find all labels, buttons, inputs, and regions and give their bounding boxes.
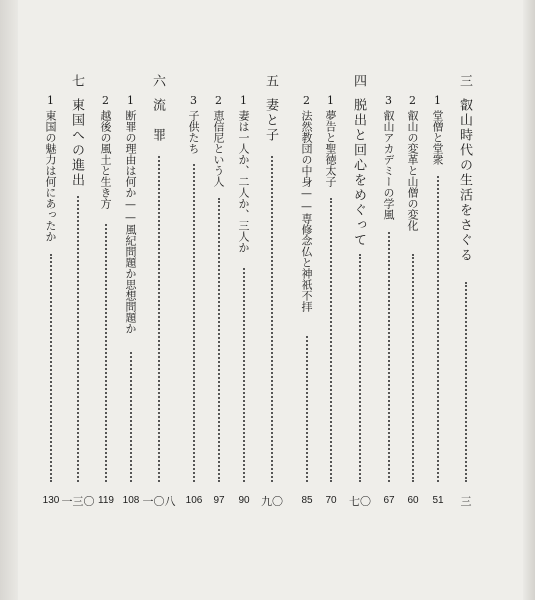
ch3-sec1-page: 51	[432, 495, 444, 506]
page-edge-right	[523, 0, 535, 600]
ch3-sec1-number: 1	[431, 94, 444, 108]
ch6-sec2-page: 119	[98, 495, 114, 506]
ch6-sec2-number: 2	[99, 94, 112, 108]
chapter-6-leader-dots	[158, 156, 160, 482]
ch5-sec3-number: 3	[187, 94, 200, 108]
ch3-sec3-page: 67	[383, 495, 395, 506]
ch6-sec2-leader-dots	[105, 224, 107, 482]
ch5-sec1-leader-dots	[243, 268, 245, 482]
ch3-sec2-leader-dots	[412, 254, 414, 482]
chapter-5-page: 九〇	[261, 495, 283, 508]
ch6-sec2-title: 越後の風土と生き方	[99, 110, 112, 209]
ch5-sec3-page: 106	[185, 495, 203, 506]
ch6-sec1-leader-dots	[130, 352, 132, 482]
ch4-sec2-leader-dots	[306, 336, 308, 482]
ch4-sec2-number: 2	[300, 94, 313, 108]
ch4-sec2-page: 85	[301, 495, 313, 506]
chapter-4-title: 脱出と回心をめぐって	[351, 98, 366, 248]
ch3-sec3-leader-dots	[388, 232, 390, 482]
ch4-sec1-page: 70	[325, 495, 337, 506]
page-edge-left	[0, 0, 18, 600]
ch5-sec1-number: 1	[237, 94, 250, 108]
ch6-sec1-title: 断罪の理由は何か——風紀問題か思想問題か	[124, 110, 137, 334]
ch7-sec1-title: 東国の魅力は何にあったか	[44, 110, 57, 242]
ch3-sec3-number: 3	[382, 94, 395, 108]
ch5-sec2-leader-dots	[218, 198, 220, 482]
ch4-sec1-title: 夢告と聖徳太子	[324, 110, 337, 187]
ch3-sec2-title: 叡山の変革と山僧の変化	[406, 110, 419, 231]
ch7-sec1-leader-dots	[50, 254, 52, 482]
chapter-3-leader-dots	[465, 282, 467, 482]
ch6-sec1-page: 108	[122, 495, 140, 506]
chapter-4-page: 七〇	[349, 495, 371, 508]
ch3-sec1-leader-dots	[437, 176, 439, 482]
chapter-6-title: 流 罪	[150, 98, 165, 143]
ch5-sec1-page: 90	[238, 495, 250, 506]
chapter-5-leader-dots	[271, 156, 273, 482]
ch5-sec2-title: 恵信尼という人	[212, 110, 225, 187]
ch5-sec3-title: 子供たち	[187, 110, 200, 154]
chapter-6-page: 一〇八	[142, 495, 176, 508]
ch5-sec1-title: 妻は一人か、二人か、三人か	[237, 110, 250, 253]
ch5-sec2-number: 2	[212, 94, 225, 108]
chapter-7-title: 東国への進出	[69, 98, 84, 188]
ch3-sec2-number: 2	[406, 94, 419, 108]
chapter-4-number: 四	[351, 74, 366, 89]
ch4-sec1-leader-dots	[330, 198, 332, 482]
chapter-7-number: 七	[69, 74, 84, 89]
chapter-3-number: 三	[457, 74, 472, 89]
ch3-sec3-title: 叡山アカデミーの学風	[382, 110, 395, 220]
ch5-sec3-leader-dots	[193, 164, 195, 482]
ch5-sec2-page: 97	[213, 495, 225, 506]
chapter-5-number: 五	[263, 74, 278, 89]
chapter-3-page: 三	[460, 495, 472, 508]
ch7-sec1-page: 130	[42, 495, 60, 506]
chapter-3-title: 叡山時代の生活をさぐる	[457, 98, 472, 263]
ch3-sec1-title: 堂僧と堂衆	[431, 110, 444, 165]
ch3-sec2-page: 60	[407, 495, 419, 506]
ch4-sec2-title: 法然教団の中身——専修念仏と神祇不拝	[300, 110, 313, 312]
chapter-7-page: 一三〇	[61, 495, 95, 508]
ch4-sec1-number: 1	[324, 94, 337, 108]
chapter-6-number: 六	[150, 74, 165, 89]
chapter-4-leader-dots	[359, 254, 361, 482]
ch7-sec1-number: 1	[44, 94, 57, 108]
chapter-7-leader-dots	[77, 196, 79, 482]
ch6-sec1-number: 1	[124, 94, 137, 108]
chapter-5-title: 妻と子	[263, 98, 278, 143]
